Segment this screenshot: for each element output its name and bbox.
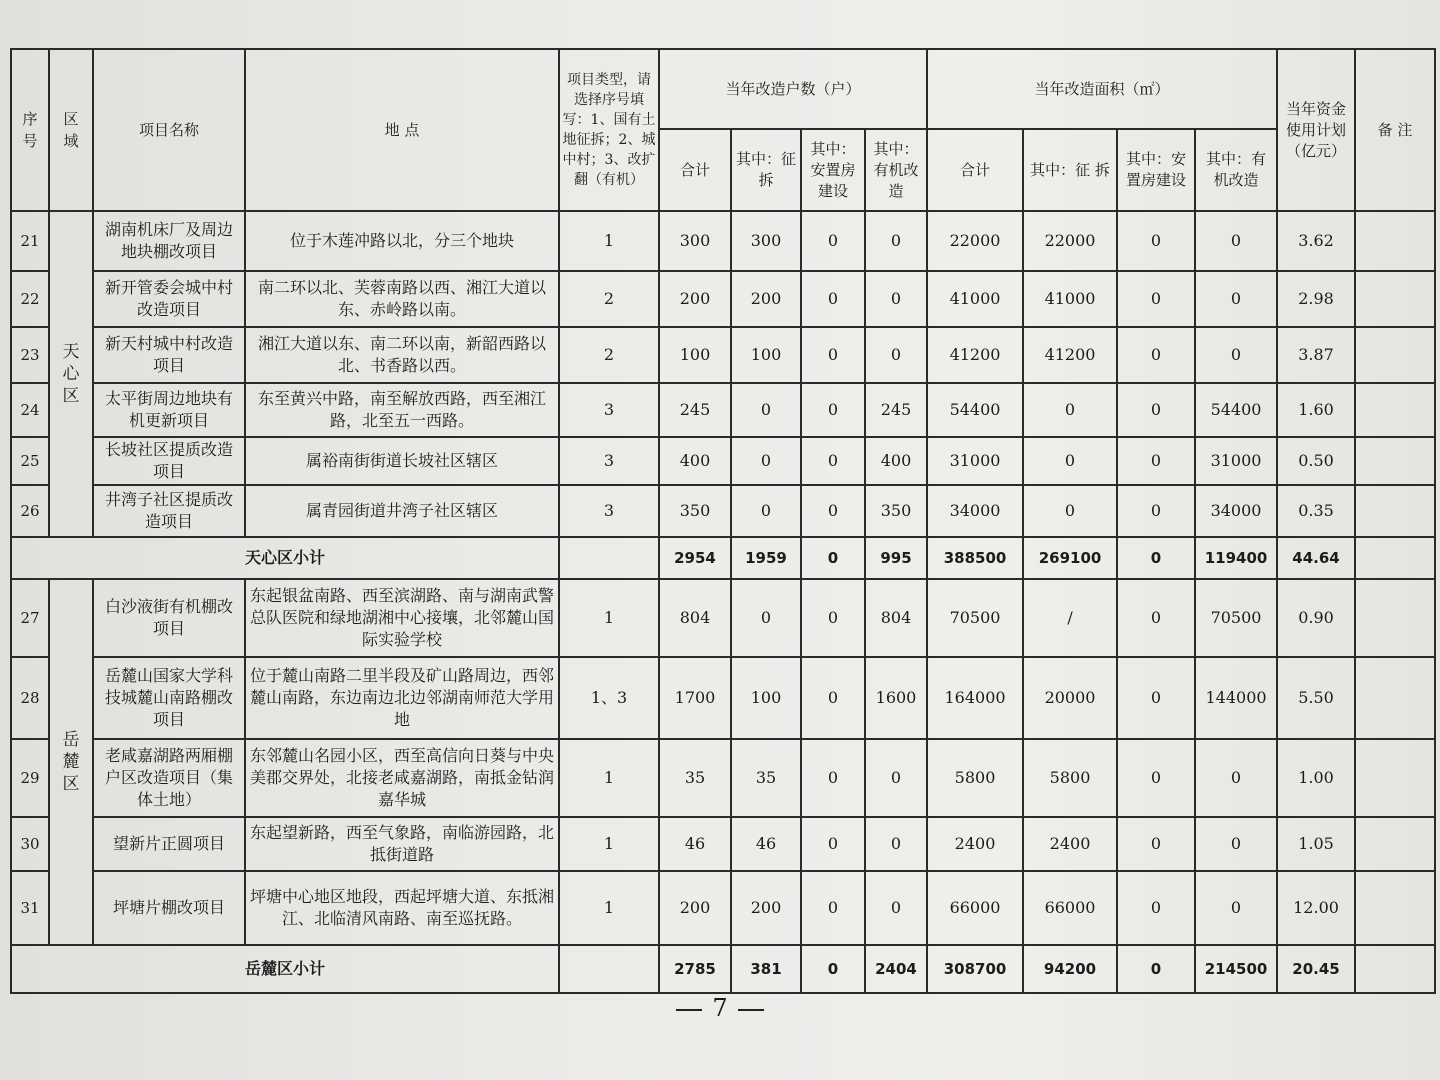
row-area-res: 0 xyxy=(1117,739,1195,817)
row-hh-res: 0 xyxy=(801,327,865,383)
row-hh-exp: 200 xyxy=(731,871,801,945)
row-location: 东邻麓山名园小区，西至高信向日葵与中央美郡交界处，北接老咸嘉湖路，南抵金钻润嘉华城 xyxy=(245,739,559,817)
header-area: 当年改造面积（㎡） xyxy=(927,49,1277,129)
row-area-exp: / xyxy=(1023,579,1117,657)
row-type: 1 xyxy=(559,579,659,657)
row-area-total: 41000 xyxy=(927,271,1023,327)
header-households: 当年改造户数（户） xyxy=(659,49,927,129)
row-funds: 0.35 xyxy=(1277,485,1355,537)
row-area-total: 31000 xyxy=(927,437,1023,485)
row-area-org: 0 xyxy=(1195,817,1277,871)
row-hh-exp: 100 xyxy=(731,327,801,383)
row-area-exp: 41000 xyxy=(1023,271,1117,327)
subtotal-area-exp: 269100 xyxy=(1023,537,1117,579)
row-type: 3 xyxy=(559,485,659,537)
table-row xyxy=(11,485,1435,537)
row-area-total: 66000 xyxy=(927,871,1023,945)
table-row xyxy=(11,871,1435,945)
subtotal-hh-exp: 1959 xyxy=(731,537,801,579)
row-hh-exp: 0 xyxy=(731,383,801,437)
row-area-res: 0 xyxy=(1117,271,1195,327)
row-seq: 26 xyxy=(11,485,49,537)
row-area-exp: 0 xyxy=(1023,485,1117,537)
district-yuelu: 岳麓区 xyxy=(49,579,93,945)
row-seq: 27 xyxy=(11,579,49,657)
row-type: 3 xyxy=(559,437,659,485)
row-name: 坪塘片棚改项目 xyxy=(93,871,245,945)
row-location: 湘江大道以东、南二环以南，新韶西路以北、书香路以西。 xyxy=(245,327,559,383)
subtotal-hh-total: 2954 xyxy=(659,537,731,579)
row-area-res: 0 xyxy=(1117,657,1195,739)
row-remarks xyxy=(1355,383,1435,437)
row-area-res: 0 xyxy=(1117,383,1195,437)
row-seq: 21 xyxy=(11,211,49,271)
row-name: 新开管委会城中村改造项目 xyxy=(93,271,245,327)
row-funds: 3.87 xyxy=(1277,327,1355,383)
row-area-exp: 0 xyxy=(1023,437,1117,485)
row-name: 白沙液街有机棚改项目 xyxy=(93,579,245,657)
header-seq: 序号 xyxy=(11,49,49,211)
row-hh-exp: 200 xyxy=(731,271,801,327)
row-funds: 0.50 xyxy=(1277,437,1355,485)
subtotal-label: 天心区小计 xyxy=(11,537,559,579)
row-name: 望新片正圆项目 xyxy=(93,817,245,871)
row-hh-exp: 46 xyxy=(731,817,801,871)
row-hh-res: 0 xyxy=(801,657,865,739)
row-seq: 29 xyxy=(11,739,49,817)
row-name: 井湾子社区提质改造项目 xyxy=(93,485,245,537)
row-name: 湖南机床厂及周边地块棚改项目 xyxy=(93,211,245,271)
row-hh-total: 100 xyxy=(659,327,731,383)
row-area-org: 144000 xyxy=(1195,657,1277,739)
row-remarks xyxy=(1355,327,1435,383)
row-hh-total: 46 xyxy=(659,817,731,871)
subtotal-area-exp: 94200 xyxy=(1023,945,1117,993)
header-area-res: 其中：安置房建设 xyxy=(1117,129,1195,211)
row-name: 老咸嘉湖路两厢棚户区改造项目（集体土地） xyxy=(93,739,245,817)
row-hh-org: 350 xyxy=(865,485,927,537)
table-row xyxy=(11,657,1435,739)
row-location: 属裕南街街道长坡社区辖区 xyxy=(245,437,559,485)
table-row xyxy=(11,437,1435,485)
header-name: 项目名称 xyxy=(93,49,245,211)
row-hh-org: 1600 xyxy=(865,657,927,739)
table-row xyxy=(11,579,1435,657)
subtotal-hh-org: 995 xyxy=(865,537,927,579)
row-type: 1 xyxy=(559,739,659,817)
row-hh-total: 200 xyxy=(659,871,731,945)
row-hh-total: 400 xyxy=(659,437,731,485)
row-name: 新天村城中村改造项目 xyxy=(93,327,245,383)
row-remarks xyxy=(1355,657,1435,739)
row-area-exp: 2400 xyxy=(1023,817,1117,871)
row-funds: 1.00 xyxy=(1277,739,1355,817)
row-funds: 0.90 xyxy=(1277,579,1355,657)
row-seq: 28 xyxy=(11,657,49,739)
subtotal-row-tianxin xyxy=(11,537,1435,579)
row-seq: 31 xyxy=(11,871,49,945)
row-hh-res: 0 xyxy=(801,211,865,271)
row-location: 南二环以北、芙蓉南路以西、湘江大道以东、赤岭路以南。 xyxy=(245,271,559,327)
row-hh-res: 0 xyxy=(801,383,865,437)
row-hh-total: 300 xyxy=(659,211,731,271)
page-dash-right xyxy=(738,1009,764,1011)
row-hh-org: 804 xyxy=(865,579,927,657)
row-area-exp: 66000 xyxy=(1023,871,1117,945)
row-type: 1、3 xyxy=(559,657,659,739)
row-area-total: 54400 xyxy=(927,383,1023,437)
row-hh-exp: 0 xyxy=(731,579,801,657)
subtotal-hh-exp: 381 xyxy=(731,945,801,993)
row-area-res: 0 xyxy=(1117,437,1195,485)
subtotal-remarks xyxy=(1355,537,1435,579)
row-hh-total: 350 xyxy=(659,485,731,537)
header-area-exp: 其中：征 拆 xyxy=(1023,129,1117,211)
table-row xyxy=(11,271,1435,327)
row-funds: 2.98 xyxy=(1277,271,1355,327)
row-hh-res: 0 xyxy=(801,579,865,657)
row-remarks xyxy=(1355,817,1435,871)
row-area-exp: 0 xyxy=(1023,383,1117,437)
row-hh-exp: 35 xyxy=(731,739,801,817)
row-area-res: 0 xyxy=(1117,327,1195,383)
table-row xyxy=(11,383,1435,437)
row-area-org: 0 xyxy=(1195,271,1277,327)
row-hh-exp: 300 xyxy=(731,211,801,271)
row-funds: 5.50 xyxy=(1277,657,1355,739)
row-area-org: 0 xyxy=(1195,211,1277,271)
row-hh-total: 1700 xyxy=(659,657,731,739)
row-name: 长坡社区提质改造项目 xyxy=(93,437,245,485)
row-seq: 23 xyxy=(11,327,49,383)
subtotal-area-total: 308700 xyxy=(927,945,1023,993)
subtotal-area-total: 388500 xyxy=(927,537,1023,579)
row-location: 属青园街道井湾子社区辖区 xyxy=(245,485,559,537)
subtotal-hh-total: 2785 xyxy=(659,945,731,993)
subtotal-area-res: 0 xyxy=(1117,537,1195,579)
row-hh-res: 0 xyxy=(801,817,865,871)
table-row xyxy=(11,211,1435,271)
table-row xyxy=(11,817,1435,871)
header-remarks: 备 注 xyxy=(1355,49,1435,211)
row-hh-org: 0 xyxy=(865,871,927,945)
subtotal-area-org: 119400 xyxy=(1195,537,1277,579)
row-area-res: 0 xyxy=(1117,871,1195,945)
row-type: 1 xyxy=(559,871,659,945)
header-row-1 xyxy=(11,49,1435,129)
row-hh-res: 0 xyxy=(801,485,865,537)
row-funds: 3.62 xyxy=(1277,211,1355,271)
row-name: 岳麓山国家大学科技城麓山南路棚改项目 xyxy=(93,657,245,739)
header-location: 地 点 xyxy=(245,49,559,211)
row-area-exp: 41200 xyxy=(1023,327,1117,383)
row-funds: 12.00 xyxy=(1277,871,1355,945)
page-dash-left xyxy=(676,1009,702,1011)
row-type: 3 xyxy=(559,383,659,437)
row-remarks xyxy=(1355,739,1435,817)
row-area-res: 0 xyxy=(1117,211,1195,271)
row-remarks xyxy=(1355,871,1435,945)
row-hh-org: 0 xyxy=(865,817,927,871)
row-location: 东至黄兴中路，南至解放西路，西至湘江路，北至五一西路。 xyxy=(245,383,559,437)
row-area-res: 0 xyxy=(1117,485,1195,537)
header-area-org: 其中：有机改造 xyxy=(1195,129,1277,211)
subtotal-area-res: 0 xyxy=(1117,945,1195,993)
row-area-org: 70500 xyxy=(1195,579,1277,657)
row-name: 太平街周边地块有机更新项目 xyxy=(93,383,245,437)
row-type: 1 xyxy=(559,211,659,271)
row-area-org: 0 xyxy=(1195,739,1277,817)
row-seq: 24 xyxy=(11,383,49,437)
row-type: 1 xyxy=(559,817,659,871)
row-area-org: 31000 xyxy=(1195,437,1277,485)
header-funds: 当年资金使用计划（亿元） xyxy=(1277,49,1355,211)
row-area-total: 164000 xyxy=(927,657,1023,739)
header-type: 项目类型，请选择序号填写：1、国有土地征拆；2、城中村；3、改扩翻（有机） xyxy=(559,49,659,211)
row-remarks xyxy=(1355,485,1435,537)
row-hh-res: 0 xyxy=(801,437,865,485)
subtotal-row-yuelu xyxy=(11,945,1435,993)
row-hh-res: 0 xyxy=(801,871,865,945)
row-location: 位于麓山南路二里半段及矿山路周边，西邻麓山南路，东边南边北边邻湖南师范大学用地 xyxy=(245,657,559,739)
row-location: 位于木莲冲路以北，分三个地块 xyxy=(245,211,559,271)
row-location: 东起银盆南路、西至滨湖路、南与湖南武警总队医院和绿地湖湘中心接壤，北邻麓山国际实验学校 xyxy=(245,579,559,657)
row-remarks xyxy=(1355,579,1435,657)
row-area-org: 0 xyxy=(1195,327,1277,383)
row-area-total: 5800 xyxy=(927,739,1023,817)
row-funds: 1.05 xyxy=(1277,817,1355,871)
row-seq: 30 xyxy=(11,817,49,871)
header-district: 区域 xyxy=(49,49,93,211)
row-hh-org: 245 xyxy=(865,383,927,437)
row-type: 2 xyxy=(559,271,659,327)
subtotal-type xyxy=(559,945,659,993)
table-row xyxy=(11,327,1435,383)
row-area-total: 34000 xyxy=(927,485,1023,537)
row-remarks xyxy=(1355,437,1435,485)
header-hh-res: 其中：安置房建设 xyxy=(801,129,865,211)
row-hh-total: 804 xyxy=(659,579,731,657)
row-hh-res: 0 xyxy=(801,739,865,817)
header-area-total: 合计 xyxy=(927,129,1023,211)
row-hh-org: 0 xyxy=(865,327,927,383)
project-table xyxy=(10,48,1436,994)
row-area-org: 0 xyxy=(1195,871,1277,945)
page-number-value: 7 xyxy=(712,994,728,1022)
subtotal-label: 岳麓区小计 xyxy=(11,945,559,993)
row-area-total: 22000 xyxy=(927,211,1023,271)
row-remarks xyxy=(1355,211,1435,271)
row-area-total: 70500 xyxy=(927,579,1023,657)
header-hh-exp: 其中：征 拆 xyxy=(731,129,801,211)
header-hh-total: 合计 xyxy=(659,129,731,211)
subtotal-type xyxy=(559,537,659,579)
table-row xyxy=(11,739,1435,817)
subtotal-hh-org: 2404 xyxy=(865,945,927,993)
row-funds: 1.60 xyxy=(1277,383,1355,437)
row-area-res: 0 xyxy=(1117,817,1195,871)
subtotal-funds: 20.45 xyxy=(1277,945,1355,993)
row-remarks xyxy=(1355,271,1435,327)
row-area-org: 54400 xyxy=(1195,383,1277,437)
header-hh-org: 其中：有机改造 xyxy=(865,129,927,211)
subtotal-hh-res: 0 xyxy=(801,537,865,579)
district-tianxin: 天心区 xyxy=(49,211,93,537)
row-location: 东起望新路，西至气象路，南临游园路，北抵街道路 xyxy=(245,817,559,871)
row-hh-exp: 0 xyxy=(731,437,801,485)
row-hh-exp: 0 xyxy=(731,485,801,537)
row-seq: 25 xyxy=(11,437,49,485)
row-area-exp: 22000 xyxy=(1023,211,1117,271)
row-area-res: 0 xyxy=(1117,579,1195,657)
row-area-exp: 20000 xyxy=(1023,657,1117,739)
row-hh-res: 0 xyxy=(801,271,865,327)
subtotal-remarks xyxy=(1355,945,1435,993)
row-seq: 22 xyxy=(11,271,49,327)
row-hh-org: 400 xyxy=(865,437,927,485)
row-hh-exp: 100 xyxy=(731,657,801,739)
row-area-total: 2400 xyxy=(927,817,1023,871)
subtotal-funds: 44.64 xyxy=(1277,537,1355,579)
row-area-total: 41200 xyxy=(927,327,1023,383)
row-hh-total: 245 xyxy=(659,383,731,437)
row-location: 坪塘中心地区地段，西起坪塘大道、东抵湘江、北临清风南路、南至巡抚路。 xyxy=(245,871,559,945)
row-hh-total: 35 xyxy=(659,739,731,817)
row-hh-org: 0 xyxy=(865,271,927,327)
row-hh-total: 200 xyxy=(659,271,731,327)
row-area-exp: 5800 xyxy=(1023,739,1117,817)
row-hh-org: 0 xyxy=(865,211,927,271)
row-area-org: 34000 xyxy=(1195,485,1277,537)
row-type: 2 xyxy=(559,327,659,383)
row-hh-org: 0 xyxy=(865,739,927,817)
page-number xyxy=(0,994,1440,1022)
subtotal-hh-res: 0 xyxy=(801,945,865,993)
subtotal-area-org: 214500 xyxy=(1195,945,1277,993)
